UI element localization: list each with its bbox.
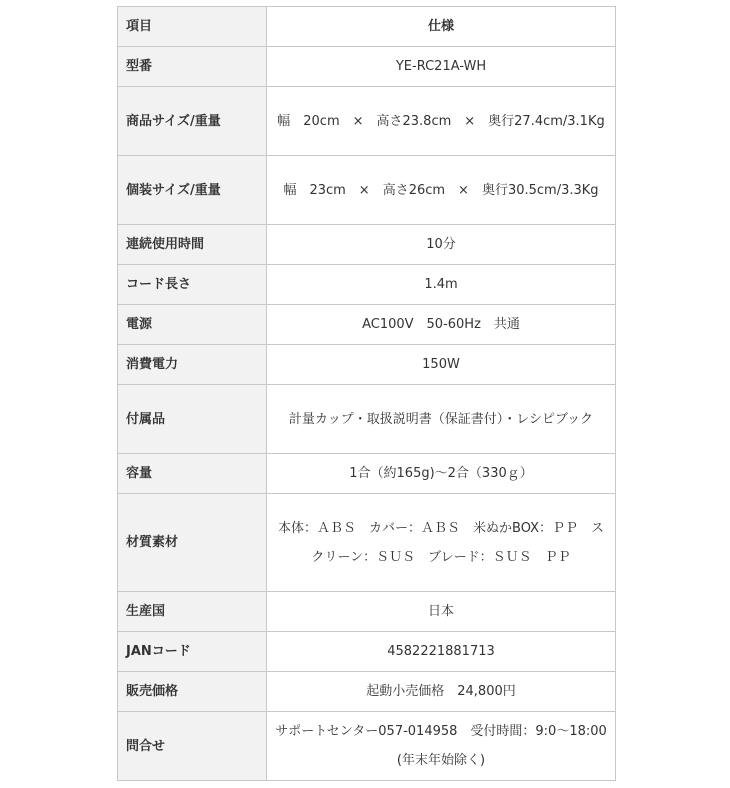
row-value: 10分 [267,225,616,265]
row-value: 日本 [267,592,616,632]
row-label: 連続使用時間 [118,225,267,265]
row-label: 販売価格 [118,672,267,712]
table-row-country [118,592,616,632]
table-row-product-size [118,87,616,156]
row-value: 起動小売価格 24,800円 [267,672,616,712]
row-value: 幅 20cm × 高さ23.8cm × 奥行27.4cm/3.1Kg [267,87,616,156]
table-row-model [118,47,616,87]
row-label: 生産国 [118,592,267,632]
row-label: 個装サイズ/重量 [118,156,267,225]
table-row-cord-length [118,265,616,305]
row-value: 150W [267,345,616,385]
row-value: 計量カップ・取扱説明書（保証書付）・レシピブック [267,385,616,454]
table-row-accessories [118,385,616,454]
row-value: 本体：ＡＢＳ カバー：ＡＢＳ 米ぬかBOX：ＰＰ スクリーン：ＳＵＳ ブレード：ＳＵＳ ＰＰ [267,494,616,592]
row-value: サポートセンター057-014958 受付時間：9:0〜18:00(年末年始除く) [267,712,616,781]
table-row-price [118,672,616,712]
row-value: 1.4m [267,265,616,305]
row-label: 容量 [118,454,267,494]
spec-table [117,6,616,781]
row-label: 問合せ [118,712,267,781]
header-label-cell: 項目 [118,7,267,47]
table-row-package-size [118,156,616,225]
row-label: JANコード [118,632,267,672]
row-label: 商品サイズ/重量 [118,87,267,156]
table-row-capacity [118,454,616,494]
row-value: AC100V 50-60Hz 共通 [267,305,616,345]
row-label: 型番 [118,47,267,87]
row-label: コード長さ [118,265,267,305]
table-row-materials [118,494,616,592]
row-value: YE-RC21A-WH [267,47,616,87]
row-label: 消費電力 [118,345,267,385]
row-label: 電源 [118,305,267,345]
row-label: 材質素材 [118,494,267,592]
table-header-row [118,7,616,47]
row-value: 4582221881713 [267,632,616,672]
header-value-cell: 仕様 [267,7,616,47]
row-value: 1合（約165g)〜2合（330ｇ） [267,454,616,494]
row-label: 付属品 [118,385,267,454]
table-row-inquiry [118,712,616,781]
table-row-jan-code [118,632,616,672]
row-value: 幅 23cm × 高さ26cm × 奥行30.5cm/3.3Kg [267,156,616,225]
table-row-power-consumption [118,345,616,385]
table-row-power-source [118,305,616,345]
table-row-continuous-use [118,225,616,265]
